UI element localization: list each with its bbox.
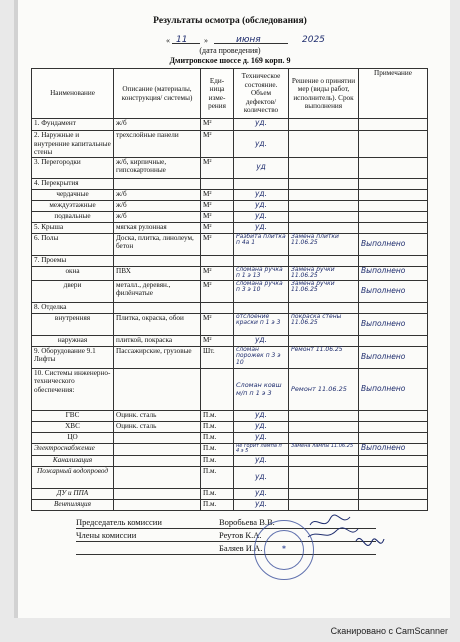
date-year: 2025 (302, 35, 325, 45)
table-row (32, 488, 428, 499)
row-decision (289, 222, 359, 233)
row-decision: Ремонт 11.06.25 (289, 346, 359, 368)
table-row (32, 119, 428, 131)
row-state: уд. (234, 421, 289, 432)
row-decision: Замена ручки 11.06.25 (289, 280, 359, 302)
table-row (32, 410, 428, 421)
col-name-header: Наименование (32, 69, 114, 119)
row-name: ХВС (32, 421, 114, 432)
row-unit: М² (201, 211, 234, 222)
row-unit: М² (201, 313, 234, 335)
row-name: 3. Перегородки (32, 157, 114, 178)
row-decision (289, 499, 359, 510)
row-state: сломана ручка п 1 э 13 (234, 266, 289, 280)
row-unit: М² (201, 157, 234, 178)
row-unit: М² (201, 131, 234, 158)
row-state: уд. (234, 432, 289, 443)
table-row (32, 233, 428, 255)
row-desc (114, 368, 201, 410)
row-unit: М² (201, 280, 234, 302)
row-unit: М² (201, 189, 234, 200)
row-state: уд. (234, 189, 289, 200)
stamp-mark: ✱ (281, 545, 287, 551)
row-note: Выполнено (359, 266, 428, 280)
row-name: Вентиляция (32, 499, 114, 510)
row-note (359, 499, 428, 510)
row-desc: ж/б (114, 119, 201, 131)
table-row (32, 178, 428, 189)
row-desc (114, 443, 201, 455)
row-state (234, 178, 289, 189)
row-name: ДУ и ППА (32, 488, 114, 499)
table-row (32, 443, 428, 455)
row-note (359, 421, 428, 432)
inspection-table (31, 68, 428, 511)
row-unit: П.м. (201, 499, 234, 510)
row-name: Канализация (32, 455, 114, 466)
scanner-footer: Сканировано с CamScanner (330, 626, 448, 636)
table-row (32, 131, 428, 158)
row-decision (289, 466, 359, 488)
row-name: 6. Полы (32, 233, 114, 255)
table-row (32, 302, 428, 313)
row-unit: М² (201, 233, 234, 255)
row-name: 5. Крыша (32, 222, 114, 233)
row-desc (114, 255, 201, 266)
row-note (359, 119, 428, 131)
row-unit: П.м. (201, 421, 234, 432)
row-note (359, 211, 428, 222)
row-note (359, 189, 428, 200)
row-desc (114, 466, 201, 488)
row-desc: ПВХ (114, 266, 201, 280)
row-state (234, 255, 289, 266)
row-desc (114, 302, 201, 313)
member2-name: Баляев И.А. (219, 543, 263, 553)
row-state: уд. (234, 119, 289, 131)
row-note (359, 178, 428, 189)
row-name: чердачные (32, 189, 114, 200)
table-row (32, 255, 428, 266)
col-note-header: Примечание (359, 69, 428, 119)
row-unit: П.м. (201, 432, 234, 443)
col-desc-header: Описание (материалы, конструкция/ системы) (114, 69, 201, 119)
row-state: уд. (234, 222, 289, 233)
row-state: уд. (234, 335, 289, 346)
row-desc: ж/б, кирпичные, гипсокартонные (114, 157, 201, 178)
row-state: уд. (234, 488, 289, 499)
row-note (359, 302, 428, 313)
row-decision: Замена ручки 11.06.25 (289, 266, 359, 280)
row-note (359, 455, 428, 466)
row-decision (289, 119, 359, 131)
row-unit (201, 368, 234, 410)
table-row (32, 335, 428, 346)
row-desc: металл., деревян., филёнчатые (114, 280, 201, 302)
row-decision (289, 488, 359, 499)
row-desc (114, 178, 201, 189)
row-note (359, 157, 428, 178)
table-row (32, 421, 428, 432)
row-decision (289, 455, 359, 466)
row-note (359, 200, 428, 211)
document-title: Результаты осмотра (обследования) (153, 16, 307, 26)
row-name: внутренняя (32, 313, 114, 335)
row-decision (289, 410, 359, 421)
row-desc: Плитка, окраска, обои (114, 313, 201, 335)
row-note (359, 255, 428, 266)
row-decision (289, 421, 359, 432)
row-note (359, 335, 428, 346)
row-note (359, 488, 428, 499)
table-header-row (32, 69, 428, 119)
row-unit (201, 255, 234, 266)
row-desc: Оцинк. сталь (114, 421, 201, 432)
row-desc: плиткой, покраска (114, 335, 201, 346)
row-name: ГВС (32, 410, 114, 421)
row-state: Сломан ковш м/п п 1 э 3 (234, 368, 289, 410)
row-name: Электроснабжение (32, 443, 114, 455)
row-decision (289, 335, 359, 346)
row-desc (114, 432, 201, 443)
row-decision: Замена лампы 11.06.25 (289, 443, 359, 455)
row-note: Выполнено (359, 443, 428, 455)
organization-stamp (254, 520, 314, 580)
row-state: Разбита плитка п 4а 1 (234, 233, 289, 255)
row-decision: покраска стены 11.06.25 (289, 313, 359, 335)
row-unit: П.м. (201, 410, 234, 421)
row-name: 9. Оборудование 9.1 Лифты (32, 346, 114, 368)
row-unit: П.м. (201, 488, 234, 499)
row-state (234, 302, 289, 313)
row-name: 7. Проемы (32, 255, 114, 266)
row-note: Выполнено (359, 280, 428, 302)
row-state: сломан порожек п 3 э 10 (234, 346, 289, 368)
row-desc: Оцинк. сталь (114, 410, 201, 421)
chair-label: Председатель комиссии (76, 517, 162, 527)
row-unit: П.м. (201, 455, 234, 466)
row-unit: М² (201, 335, 234, 346)
row-desc: мягкая рулонная (114, 222, 201, 233)
table-row (32, 368, 428, 410)
table-row (32, 280, 428, 302)
chair-name: Воробьева В.В. (219, 517, 275, 527)
row-decision (289, 432, 359, 443)
row-desc: ж/б (114, 189, 201, 200)
date-caption: (дата проведения) (199, 46, 261, 55)
table-row (32, 499, 428, 510)
row-note: Выполнено (359, 233, 428, 255)
row-decision (289, 255, 359, 266)
table-row (32, 200, 428, 211)
date-close-quote: » (204, 36, 208, 45)
row-desc: Пассажирские, грузовые (114, 346, 201, 368)
row-unit: Шт. (201, 346, 234, 368)
table-row (32, 211, 428, 222)
date-day-underline (172, 43, 200, 44)
row-state: уд. (234, 211, 289, 222)
table-row (32, 189, 428, 200)
col-state-header: Техническое состояние. Объем дефектов/ количество (234, 69, 289, 119)
row-name: 1. Фундамент (32, 119, 114, 131)
row-decision (289, 200, 359, 211)
row-decision (289, 157, 359, 178)
row-decision (289, 211, 359, 222)
table-row (32, 346, 428, 368)
row-desc (114, 455, 201, 466)
row-state: не горит лампа п 4 э 5 (234, 443, 289, 455)
row-decision (289, 131, 359, 158)
row-name: наружная (32, 335, 114, 346)
row-desc (114, 488, 201, 499)
row-name: 2. Наружные и внутренние капитальные стены (32, 131, 114, 158)
row-note (359, 410, 428, 421)
members-label: Члены комиссии (76, 530, 137, 540)
date-month: июня (236, 35, 261, 45)
row-state: уд. (234, 466, 289, 488)
row-unit (201, 178, 234, 189)
address: Дмитровское шоссе д. 169 корп. 9 (169, 56, 291, 65)
row-decision: Замена плитки 11.06.25 (289, 233, 359, 255)
row-note (359, 222, 428, 233)
row-name: ЦО (32, 432, 114, 443)
handwritten-signatures (306, 511, 386, 557)
row-desc (114, 499, 201, 510)
row-state: уд (234, 157, 289, 178)
row-decision (289, 302, 359, 313)
row-unit: М² (201, 222, 234, 233)
row-name: 4. Перекрытия (32, 178, 114, 189)
row-unit: П.м. (201, 466, 234, 488)
table-row (32, 466, 428, 488)
row-decision (289, 178, 359, 189)
table-row (32, 222, 428, 233)
table-row (32, 157, 428, 178)
row-name: 8. Отделка (32, 302, 114, 313)
table-row (32, 313, 428, 335)
table-row (32, 455, 428, 466)
row-desc: трехслойные панели (114, 131, 201, 158)
row-name: окна (32, 266, 114, 280)
row-unit: П.м. (201, 443, 234, 455)
row-unit (201, 302, 234, 313)
row-state: уд. (234, 131, 289, 158)
date-day: 11 (176, 35, 188, 45)
row-decision (289, 189, 359, 200)
row-name: подвальные (32, 211, 114, 222)
row-name: двери (32, 280, 114, 302)
row-state: уд. (234, 200, 289, 211)
row-name: междуэтажные (32, 200, 114, 211)
date-open-quote: « (166, 36, 170, 45)
row-note: Выполнено (359, 346, 428, 368)
row-note (359, 131, 428, 158)
row-note (359, 432, 428, 443)
row-desc: ж/б (114, 211, 201, 222)
row-unit: М² (201, 200, 234, 211)
col-decision-header: Решение о принятии мер (виды работ, исполнитель). Срок выполнения (289, 69, 359, 119)
row-note (359, 466, 428, 488)
row-state: отслоение краски п 1 э 3 (234, 313, 289, 335)
date-month-underline (214, 43, 288, 44)
row-desc: ж/б (114, 200, 201, 211)
table-row (32, 432, 428, 443)
row-note: Выполнено (359, 313, 428, 335)
row-note: Выполнено (359, 368, 428, 410)
row-state: уд. (234, 499, 289, 510)
row-state: уд. (234, 455, 289, 466)
row-desc: Доска, плитка, линолеум, бетон (114, 233, 201, 255)
row-unit: М² (201, 266, 234, 280)
row-name: Пожарный водопровод (32, 466, 114, 488)
member1-name: Реутов К.А. (219, 530, 262, 540)
row-state: сломана ручка п 3 э 10 (234, 280, 289, 302)
row-unit: М² (201, 119, 234, 131)
row-decision: Ремонт 11.06.25 (289, 368, 359, 410)
table-row (32, 266, 428, 280)
col-unit-header: Еди-ница изме-рения (201, 69, 234, 119)
row-name: 10. Системы инженерно-технического обеспечения: (32, 368, 114, 410)
row-state: уд. (234, 410, 289, 421)
